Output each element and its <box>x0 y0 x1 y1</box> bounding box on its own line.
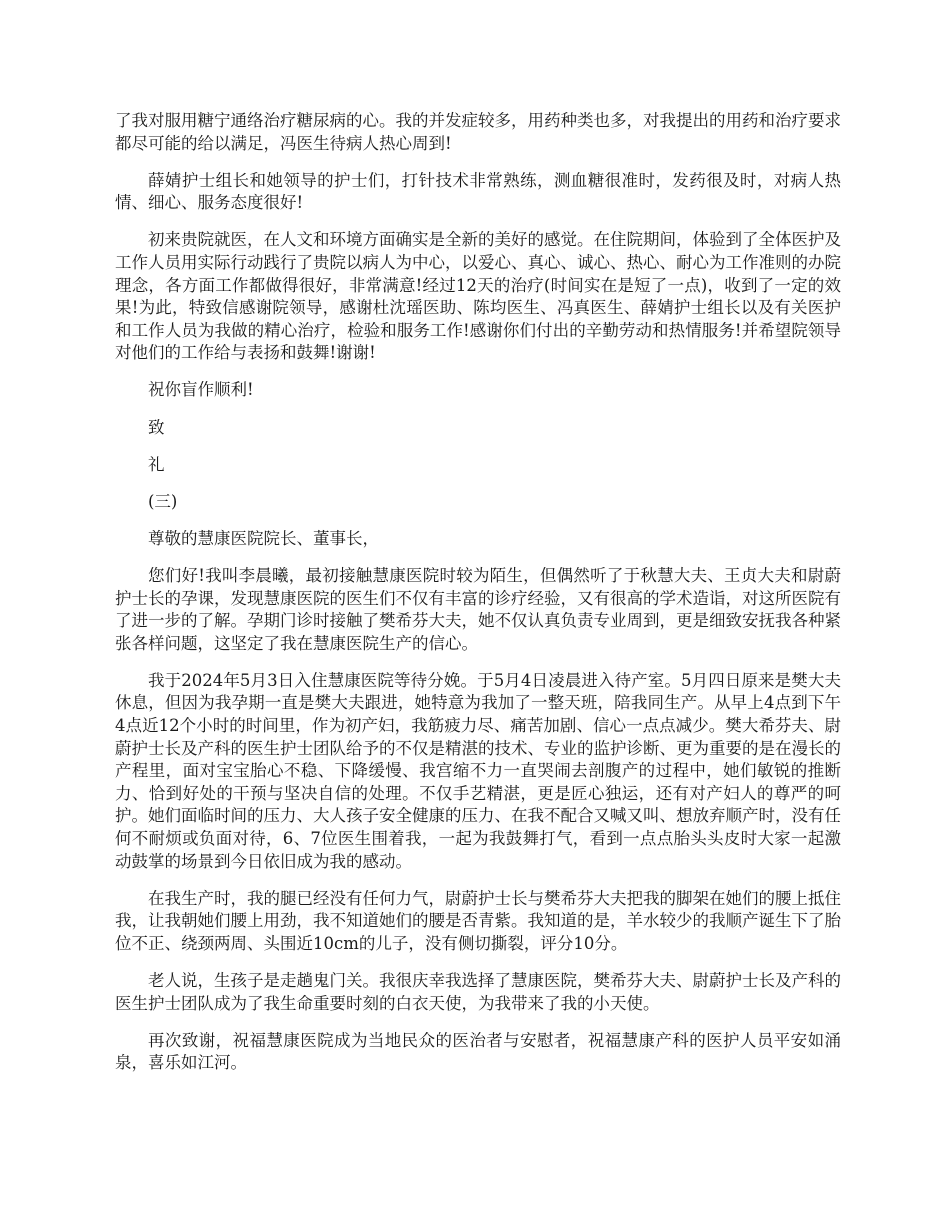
closing-zhi: 致 <box>148 417 165 437</box>
paragraph-final-blessing: 再次致谢，祝福慧康医院成为当地民众的医治者与安慰者，祝福慧康产科的医护人员平安如涌泉，喜乐如江河。 <box>115 1030 841 1073</box>
closing-li: 礼 <box>148 454 165 474</box>
paragraph-introduction: 您们好!我叫李晨曦，最初接触慧康医院时较为陌生，但偶然听了于秋慧大夫、王贞大夫和尉蔚护士长的孕课，发现慧康医院的医生们不仅有丰富的诊疗经验，又有很高的学术造诣，对这所医院有了进一步的了解。孕期门诊时接触了樊希芬大夫，她不仅认真负责专业周到，更是细致安抚我各种紧张各样问题，这坚定了我在慧康医院生产的信心。 <box>115 565 841 653</box>
paragraph-continued: 了我对服用糖宁通络治疗糖尿病的心。我的并发症较多，用药种类也多，对我提出的用药和治疗要求都尽可能的给以满足，冯医生待病人热心周到! <box>115 111 841 153</box>
paragraph-delivery-story: 我于2024年5月3日入住慧康医院等待分娩。于5月4日凌晨进入待产室。5月四日原来是樊大夫休息，但因为我孕期一直是樊大夫跟进，她特意为我加了一整天班，陪我同生产。从早上4点到下午4点近12个小时的时间里，作为初产妇，我筋疲力尽、痛苦加剧、信心一点点减少。樊大希芬夫、尉蔚护士长及产科的医生护士团队给予的不仅是精湛的技术、专业的监护诊断、更为重要的是在漫长的产程里，面对宝宝胎心不稳、下降缓慢、我宫缩不力一直哭闹去剖腹产的过程中，她们敏锐的推断力、恰到好处的干预与坚决自信的处理。不仅手艺精湛，更是匠心独运，还有对产妇人的尊严的呵护。她们面临时间的压力、大人孩子安全健康的压力、在我不配合又喊又叫、想放弃顺产时，没有任何不耐烦或负面对待，6、7位医生围着我，一起为我鼓舞打气，看到一点点胎头头皮时大家一起激动鼓掌的场景到今日依旧成为我的感动。 <box>115 670 841 871</box>
section-number: (三) <box>148 491 178 511</box>
paragraph-birth-moment: 在我生产时，我的腿已经没有任何力气，尉蔚护士长与樊希芬大夫把我的脚架在她们的腰上抵住我，让我朝她们腰上用劲，我不知道她们的腰是否青紫。我知道的是，羊水较少的我顺产诞生下了胎位不正、绕颈两周、头围近10cm的儿子，没有侧切撕裂，评分10分。 <box>115 888 841 953</box>
paragraph-nurse-praise: 薛婧护士组长和她领导的护士们，打针技术非常熟练，测血糖很准时，发药很及时，对病人热情、细心、服务态度很好! <box>115 170 841 213</box>
paragraph-hospital-thanks: 初来贵院就医，在人文和环境方面确实是全新的美好的感觉。在住院期间，体验到了全体医护及工作人员用实际行动践行了贵院以病人为中心，以爱心、真心、诚心、热心、耐心为工作准则的办院理念，各方面工作都做得很好，非常满意!经过12天的治疗(时间实在是短了一点)，收到了一定的效果!为此，特致信感谢院领导，感谢杜沈瑶医助、陈均医生、冯真医生、薛婧护士组长以及有关医护和工作人员为我做的精心治疗，检验和服务工作!感谢你们付出的辛勤劳动和热情服务!并希望院领导对他们的工作给与表扬和鼓舞!谢谢! <box>115 230 841 363</box>
paragraph-gratitude: 老人说，生孩子是走趟鬼门关。我很庆幸我选择了慧康医院，樊希芬大夫、尉蔚护士长及产科的医生护士团队成为了我生命重要时刻的白衣天使，为我带来了我的小天使。 <box>115 970 841 1013</box>
salutation: 尊敬的慧康医院院长、董事长， <box>148 528 379 548</box>
letter-body <box>115 110 841 1089</box>
closing-wish: 祝你盲作顺利! <box>148 380 254 400</box>
